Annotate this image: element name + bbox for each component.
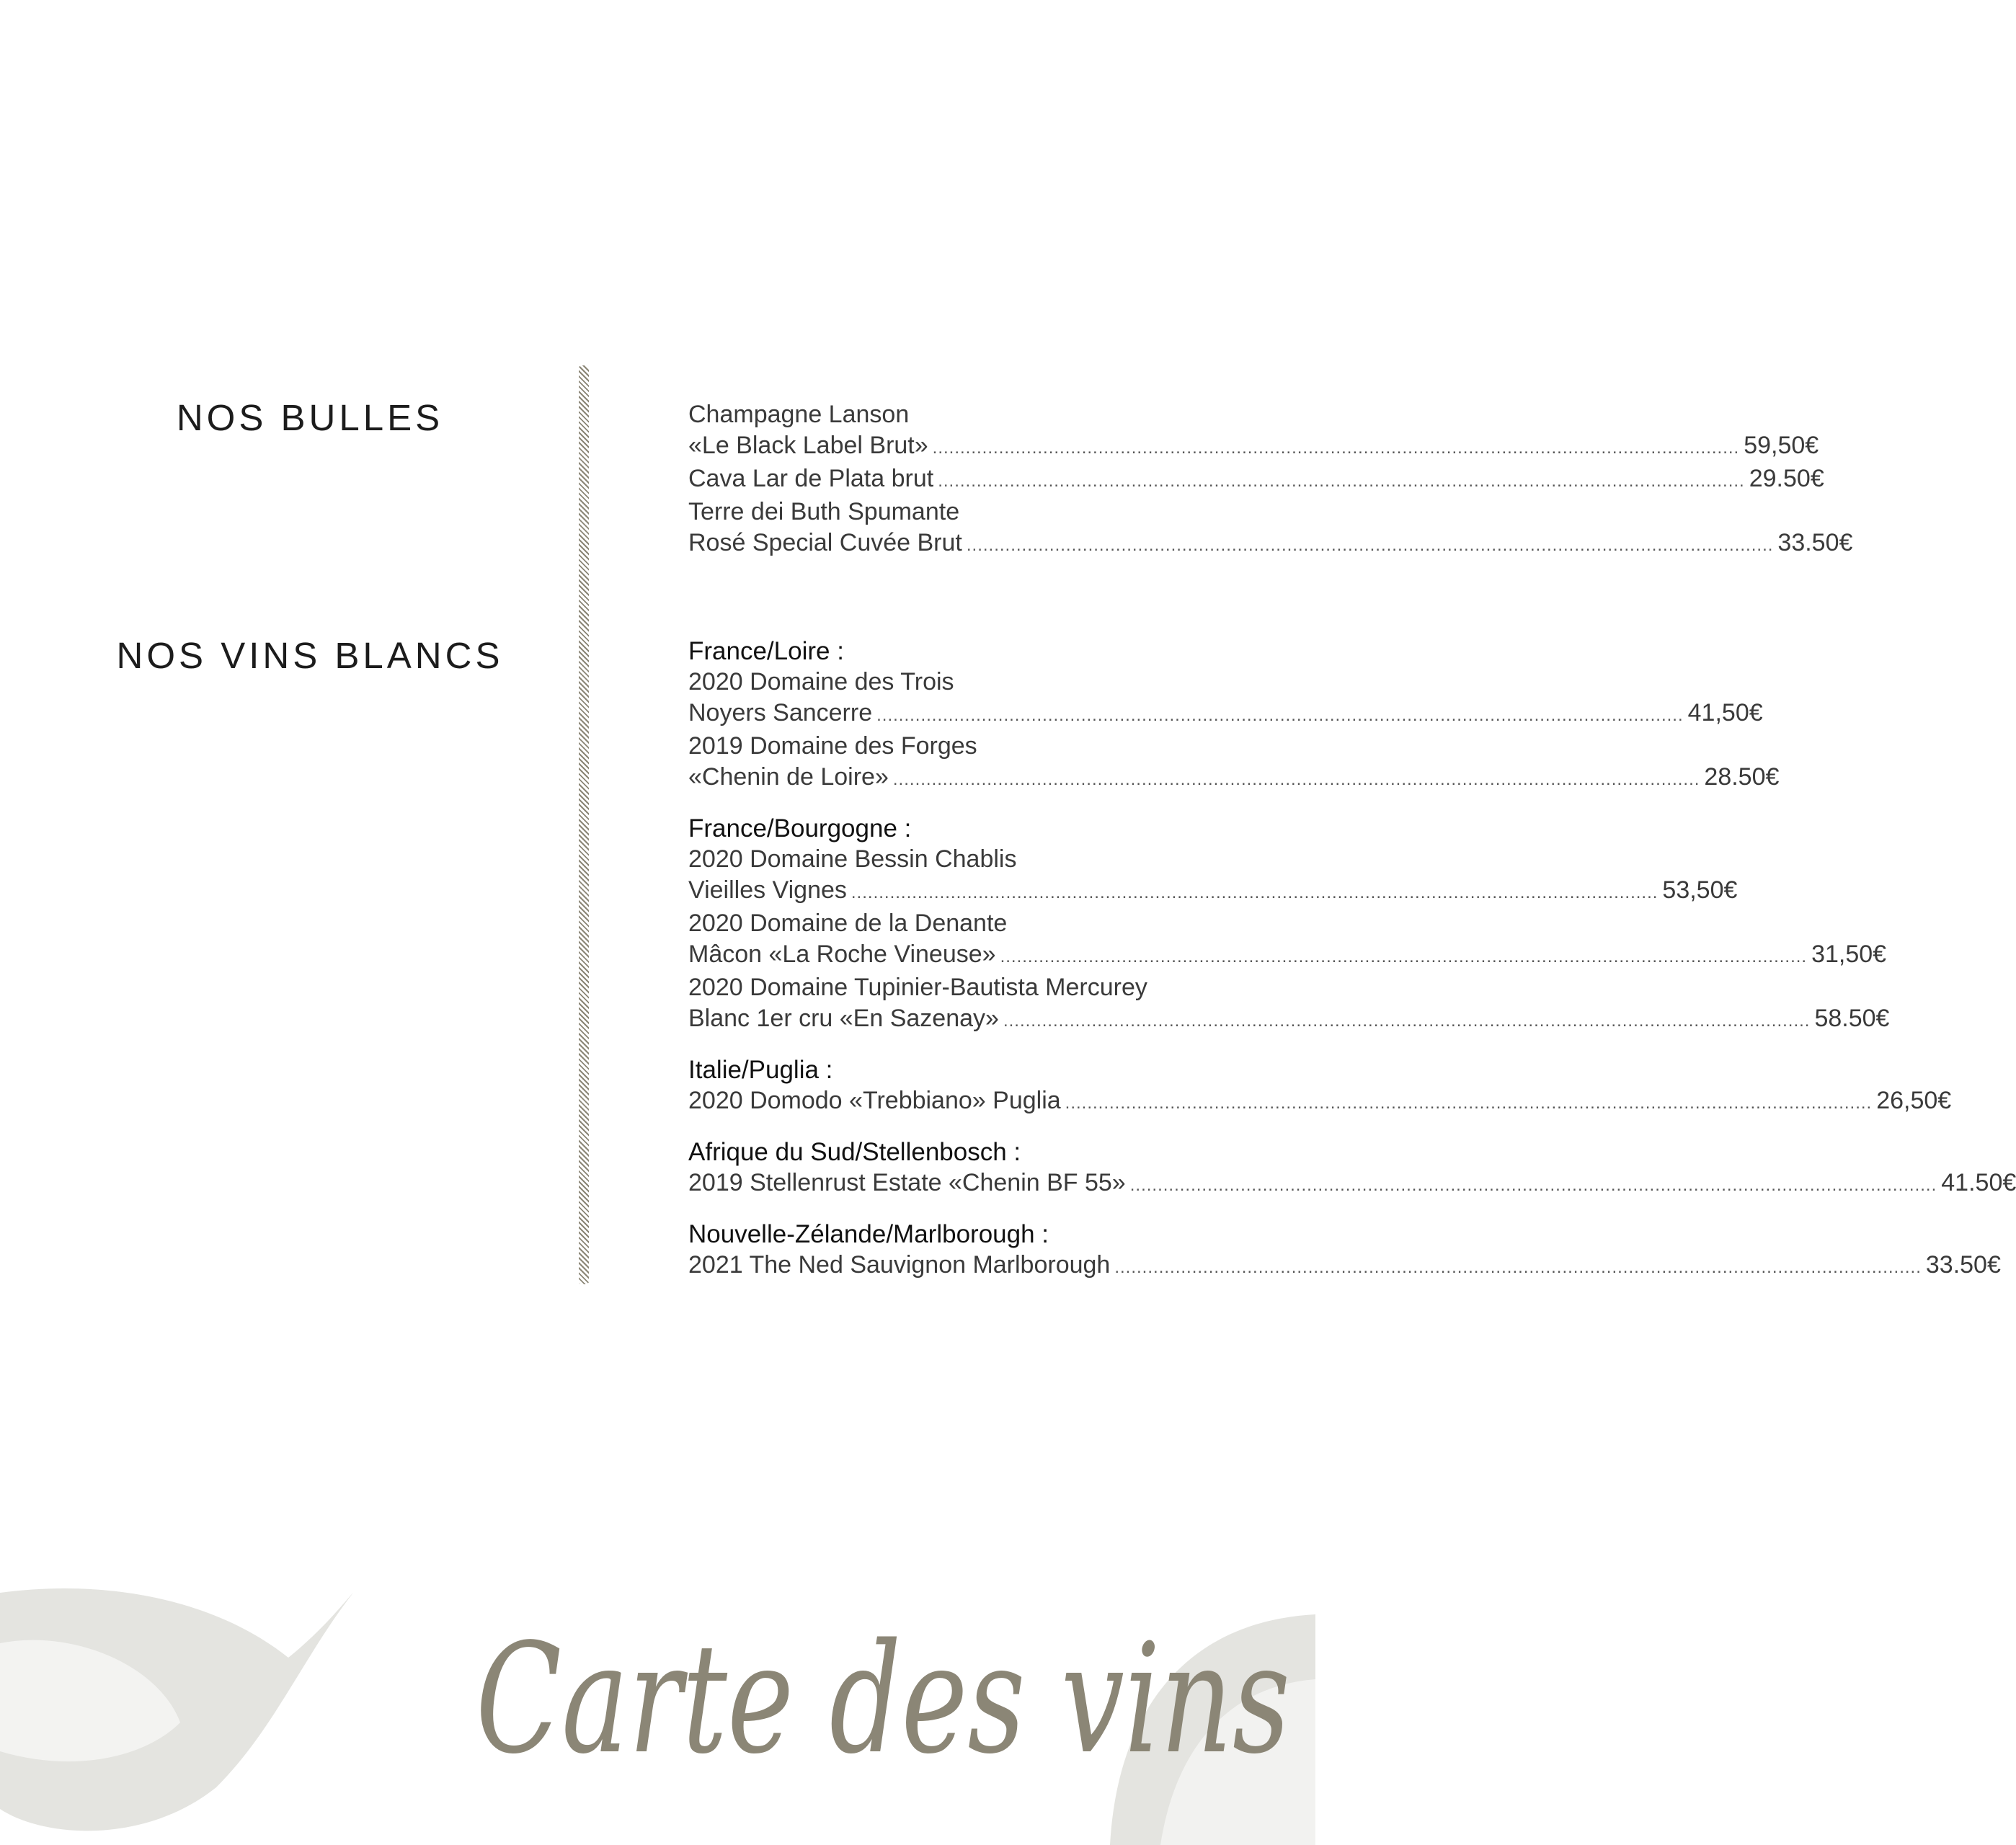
wine-price-line (688, 1250, 2001, 1283)
wine-name-line (688, 972, 1220, 1003)
wine-price-line (688, 698, 1763, 731)
wine-price-line (688, 1003, 1890, 1036)
wine-price: 26,50€ (1876, 1087, 1952, 1114)
dot-leader (851, 877, 1658, 908)
wine-name: 2019 Domaine des Forges (688, 732, 977, 760)
wine-name: 2021 The Ned Sauvignon Marlborough (688, 1251, 1111, 1279)
dot-leader (1130, 1170, 1937, 1201)
wine-name: Noyers Sancerre (688, 699, 873, 726)
wine-price-line (688, 762, 1780, 795)
wine-name: 2020 Domaine Tupinier-Bautista Mercurey (688, 974, 1147, 1001)
wine-price-line (688, 875, 1738, 908)
section-title-bulles: NOS BULLES (176, 397, 444, 438)
wine-name-line (688, 399, 1220, 430)
wine-price-line (688, 1168, 2016, 1201)
dot-leader (933, 432, 1740, 463)
dot-leader (1114, 1252, 1922, 1283)
dot-leader (1065, 1088, 1873, 1119)
wine-name: Terre dei Buth Spumante (688, 498, 960, 525)
dot-leader (967, 530, 1774, 561)
wine-name: Cava Lar de Plata brut (688, 465, 934, 492)
script-title (461, 1571, 1312, 1845)
wine-name-line (688, 667, 1220, 698)
wine-name: Mâcon «La Roche Vineuse» (688, 941, 996, 968)
region-heading: France/Bourgogne : (688, 814, 912, 843)
dot-leader (1000, 941, 1808, 972)
wine-price-line (688, 1085, 1952, 1119)
script-title-text: Carte des vins (476, 1611, 1290, 1787)
wine-name: 2019 Stellenrust Estate «Chenin BF 55» (688, 1169, 1126, 1196)
wine-price: 31,50€ (1811, 941, 1887, 968)
wine-price: 28.50€ (1704, 763, 1780, 791)
region-heading: Afrique du Sud/Stellenbosch : (688, 1138, 1021, 1166)
vertical-divider (579, 365, 589, 1284)
wine-price: 58.50€ (1814, 1005, 1890, 1032)
bulles-list (688, 399, 1853, 561)
wine-name: Champagne Lanson (688, 401, 910, 428)
wine-name-line (688, 497, 1220, 528)
wine-name: Vieilles Vignes (688, 876, 847, 904)
wine-price: 33.50€ (1777, 529, 1853, 556)
wine-price: 41.50€ (1941, 1169, 2016, 1196)
wine-name-line (688, 908, 1220, 939)
wine-price-line (688, 528, 1853, 561)
wine-name-line (688, 844, 1220, 875)
wine-name: 2020 Domodo «Trebbiano» Puglia (688, 1087, 1061, 1114)
wine-name: «Chenin de Loire» (688, 763, 889, 791)
wine-name: 2020 Domaine des Trois (688, 668, 954, 695)
dot-leader (876, 700, 1684, 731)
region-heading: Nouvelle-Zélande/Marlborough : (688, 1220, 1049, 1248)
wine-name: «Le Black Label Brut» (688, 432, 928, 459)
region-heading: France/Loire : (688, 637, 844, 665)
blancs-list (688, 636, 2016, 1283)
wine-price: 59,50€ (1744, 432, 1819, 459)
wine-name: 2020 Domaine de la Denante (688, 910, 1008, 937)
region-heading: Italie/Puglia : (688, 1056, 833, 1084)
dot-leader (938, 466, 1745, 497)
dot-leader (1003, 1005, 1811, 1036)
wine-name: 2020 Domaine Bessin Chablis (688, 845, 1017, 873)
wine-price: 29.50€ (1749, 465, 1824, 492)
section-title-blancs: NOS VINS BLANCS (116, 635, 504, 676)
wine-name: Blanc 1er cru «En Sazenay» (688, 1005, 999, 1032)
wine-price-line (688, 463, 1824, 497)
wine-name-line (688, 731, 1220, 762)
dot-leader (893, 764, 1700, 795)
wine-name: Rosé Special Cuvée Brut (688, 529, 962, 556)
wine-price: 53,50€ (1662, 876, 1738, 904)
wine-price-line (688, 430, 1819, 463)
wine-price: 41,50€ (1687, 699, 1763, 726)
wine-price: 33.50€ (1925, 1251, 2001, 1279)
wine-price-line (688, 939, 1887, 972)
